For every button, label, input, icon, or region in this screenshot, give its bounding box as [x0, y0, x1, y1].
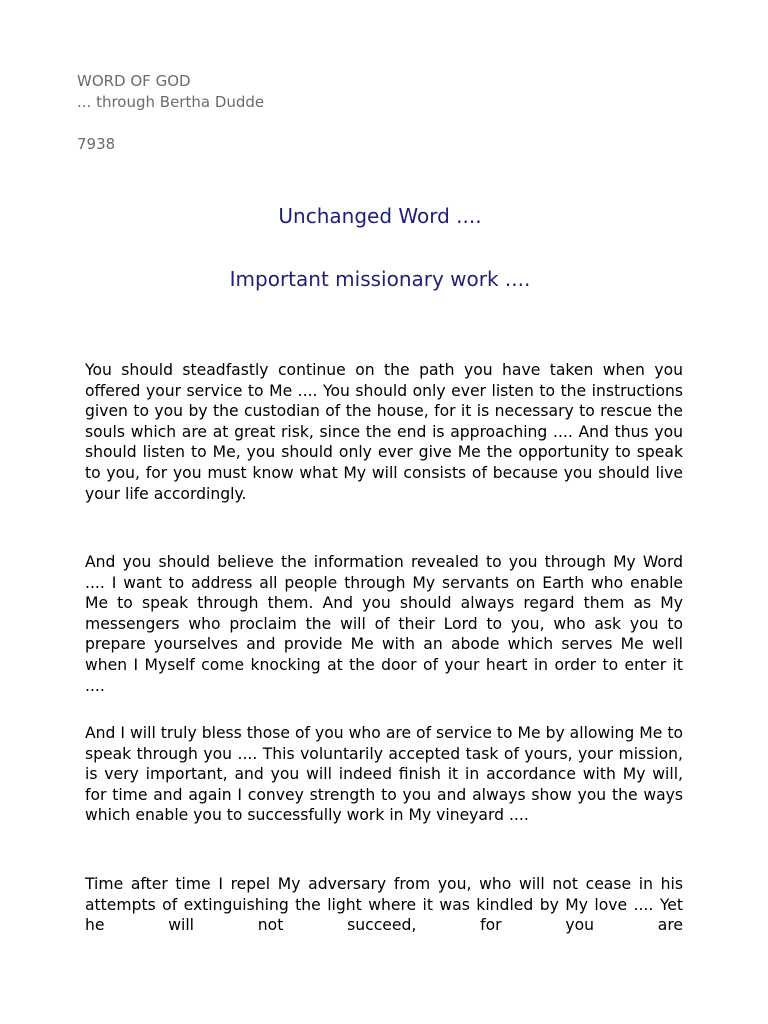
- page-title: Unchanged Word ....: [278, 204, 482, 228]
- page-subtitle: Important missionary work ....: [229, 267, 531, 291]
- paragraph-3: And I will truly bless those of you who are of service to Me by allowing Me to speak through you .... This voluntarily accepted task of yours, your mission, is very important, and you will indeed finish it in accordance with My will, for time and again I convey strength to you and always show you the ways which enable you to successfully work in My vineyard ....: [85, 724, 683, 825]
- paragraph-4: Time after time I repel My adversary from you, who will not cease in his attempts of extinguishing the light where it was kindled by My love .... Yet he will not succeed, for you are: [85, 875, 683, 935]
- message-number: 7938: [77, 135, 116, 153]
- medium-label: ... through Bertha Dudde: [77, 93, 265, 111]
- paragraph-1: You should steadfastly continue on the path you have taken when you offered your service to Me .... You should only ever listen to the instructions given to you by the custodian of the house, for it is necessary to rescue the souls which are at great risk, since the end is approaching .... And thus you should listen to Me, you should only ever give Me the opportunity to speak to you, for you must know what My will consists of because you should live your life accordingly.: [85, 361, 683, 503]
- paragraph-2: And you should believe the information revealed to you through My Word .... I want to address all people through My servants on Earth who enable Me to speak through them. And you should always regard them as My messengers who proclaim the will of their Lord to you, who ask you to prepare yourselves and provide Me with an abode which serves Me well when I Myself come knocking at the door of your heart in order to enter it ....: [85, 553, 683, 695]
- source-label: WORD OF GOD: [77, 72, 191, 90]
